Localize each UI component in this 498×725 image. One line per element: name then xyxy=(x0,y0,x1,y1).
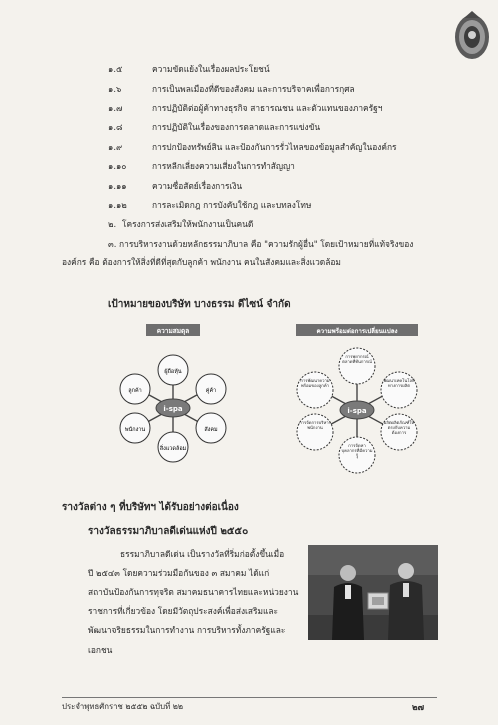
diagram-node: คู่ค้า xyxy=(205,388,217,394)
diagram-node: ผู้ถือหุ้น xyxy=(164,369,182,375)
diagram-node: ลูกค้า xyxy=(128,388,142,394)
list-item: ๑.๕ ความขัดแย้งในเรื่องผลประโยชน์ xyxy=(108,64,270,74)
paragraph-line: พัฒนาจริยธรรมในการทำงาน การบริหารทั้งภาครัฐและ xyxy=(88,625,286,635)
diagram-node: สิ่งแวดล้อม xyxy=(159,446,187,452)
list-item: ๑.๖ การเป็นพลเมืองที่ดีของสังคม และการบริจาคเพื่อการกุศล xyxy=(108,84,355,94)
diagram-header: ความพร้อมต่อการเปลี่ยนแปลง xyxy=(316,328,398,335)
diagram-node: การจัดหาบุคลากรที่มีความรู้ xyxy=(341,443,373,458)
institution-emblem-icon xyxy=(452,10,492,62)
company-logo: i-spa xyxy=(347,407,367,415)
paragraph-line: ธรรมาภิบาลดีเด่น เป็นรางวัลที่ริ่มก่อตั้งขึ้นเมื่อ xyxy=(120,549,285,559)
list-item-main: ๒. โครงการส่งเสริมให้พนักงานเป็นคนดี xyxy=(108,219,254,229)
awards-heading: รางวัลต่าง ๆ ที่บริษัทฯ ได้รับอย่างต่อเนื่อง xyxy=(62,502,239,513)
paragraph-line: สถาบันป้องกันการทุจริต สมาคมธนาคารไทยและหน่วยงาน xyxy=(88,587,299,597)
section-heading: เป้าหมายของบริษัท บางธรรม ดีไซน์ จำกัด xyxy=(108,299,291,310)
company-logo: i-spa xyxy=(163,405,183,413)
list-item: ๑.๑๑ ความซื่อสัตย์เรื่องการเงิน xyxy=(108,181,243,191)
footer-divider xyxy=(62,697,437,698)
footer-issue-info: ประจำพุทธศักราช ๒๕๕๒ ฉบับที่ ๒๒ xyxy=(62,702,183,711)
paragraph-line: องค์กร คือ ต้องการให้สิ่งที่ดีที่สุดกับลูกค้า พนักงาน คนในสังคมและสิ่งแวดล้อม xyxy=(62,257,341,267)
diagram-node: พัฒนาเทคโนโลยีทางการผลิต xyxy=(383,378,415,388)
award-ceremony-photo xyxy=(308,545,438,640)
paragraph-line: เอกชน xyxy=(88,645,113,655)
diagram-node: การจัดการบริหารพนักงาน xyxy=(299,420,331,430)
page-number: ๒๗ xyxy=(412,703,425,713)
balance-diagram xyxy=(98,322,248,472)
list-item: ๑.๑๐ การหลีกเลี่ยงความเสี่ยงในการทำสัญญา xyxy=(108,161,295,171)
paragraph-line: ราชการที่เกี่ยวข้อง โดยมีวัตถุประสงค์เพื่อส่งเสริมและ xyxy=(88,606,279,616)
list-item: ๑.๙ การปกป้องทรัพย์สิน และป้องกันการรั่วไหลของข้อมูลสำคัญในองค์กร xyxy=(108,142,397,152)
diagram-node: การพัฒนาความพร้อมของลูกค้า xyxy=(300,378,330,388)
diagram-node: การพยากรณ์ตลาดที่ทันการณ์ xyxy=(342,354,372,364)
list-item: ๑.๗ การปฏิบัติต่อผู้ค้าทางธุรกิจ สาธารณชน และตัวแทนของภาครัฐฯ xyxy=(108,103,383,113)
paragraph-line: ปี ๒๕๔๓ โดยความร่วมมือกันของ ๓ สมาคม ได้แก่ xyxy=(88,568,270,578)
paragraph-line: ๓. การบริหารงานด้วยหลักธรรมาภิบาล คือ "ความรักผู้อื่น" โดยเป้าหมายที่แท้จริงของ xyxy=(108,239,414,249)
list-item: ๑.๘ การปฏิบัติในเรื่องของการตลาดและการแข่งขัน xyxy=(108,122,321,132)
diagram-node: สังคม xyxy=(204,427,218,433)
award-subtitle: รางวัลธรรมาภิบาลดีเด่นแห่งปี ๒๕๕๐ xyxy=(88,526,249,537)
change-readiness-diagram xyxy=(282,322,432,482)
diagram-node: ผลิตผลิตภัณฑ์ให้ตรงกับความต้องการ xyxy=(383,420,415,435)
diagram-header: ความสมดุล xyxy=(156,327,190,335)
diagram-node: พนักงาน xyxy=(124,427,146,433)
list-item: ๑.๑๒ การละเมิดกฎ การบังคับใช้กฎ และบทลงโทษ xyxy=(108,200,312,210)
